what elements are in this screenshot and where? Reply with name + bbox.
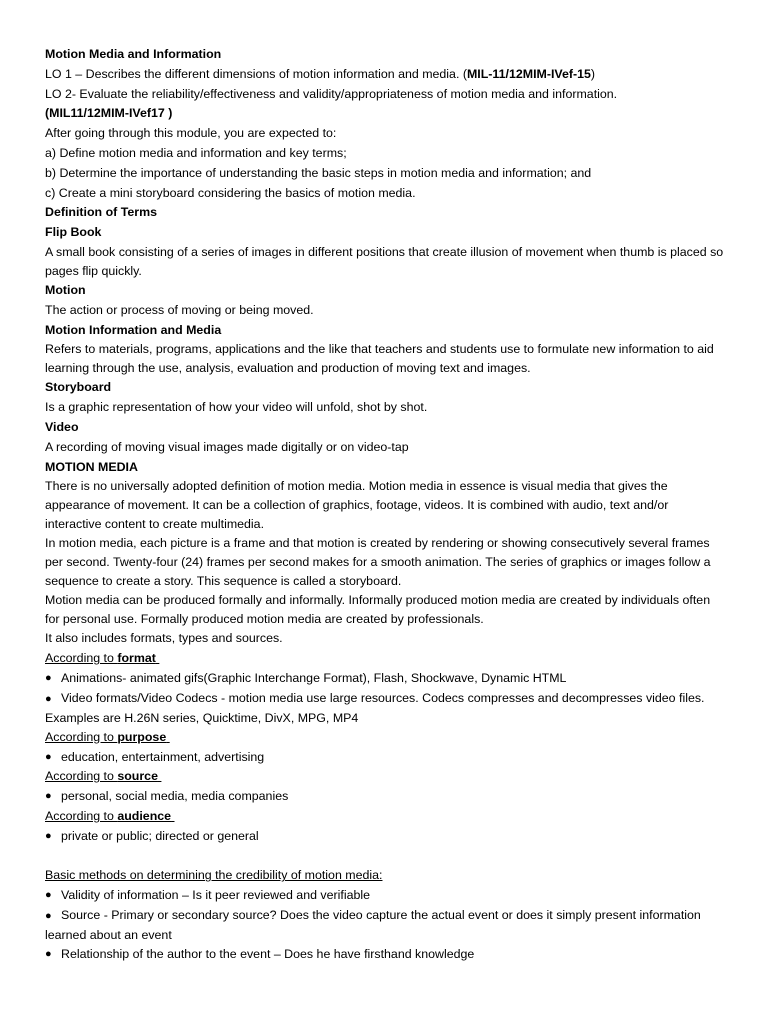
lo1-close: )	[590, 66, 596, 81]
bullet-icon: ●	[45, 947, 52, 960]
bullet-icon: ●	[45, 790, 52, 803]
definition-video: A recording of moving visual images made digitally or on video-tap	[45, 439, 409, 454]
list-item	[45, 787, 725, 807]
objective-a: a) Define motion media and information and key terms;	[45, 145, 347, 160]
according-prefix: According to	[45, 769, 118, 784]
list-item-text: Relationship of the author to the event – Does he have firsthand knowledge	[61, 946, 475, 961]
list-item	[45, 906, 725, 945]
bullet-icon: ●	[45, 692, 52, 705]
category-audience-label: audience	[117, 808, 172, 823]
category-source-label: source	[117, 769, 158, 784]
learning-objective-2-code: (MIL11/12MIM-IVef17 )	[45, 106, 173, 121]
intro-text: After going through this module, you are expected to:	[45, 126, 337, 141]
term-motion-information-media: Motion Information and Media	[45, 322, 222, 337]
definitions-heading: Definition of Terms	[45, 205, 157, 220]
objective-c: c) Create a mini storyboard considering the basics of motion media.	[45, 185, 416, 200]
lo1-code: MIL-11/12MIM-IVef-15	[466, 66, 591, 81]
bullet-icon: ●	[45, 909, 52, 922]
paragraph-frames: In motion media, each picture is a frame and that motion is created by rendering or showing consecutively several frames per second. Twenty-four (24) frames per second makes for a smooth animation. The series of graphics or images follow a sequence to create a story. This sequence is called a storyboard.	[45, 536, 711, 589]
category-purpose-label: purpose	[117, 729, 167, 744]
paragraph-production: Motion media can be produced formally and informally. Informally produced motion media are created by individuals often for personal use. Formally produced motion media are created by professionals.	[45, 593, 711, 627]
category-purpose-heading	[45, 728, 725, 748]
category-format-label: format	[117, 651, 156, 666]
blank-line	[45, 847, 725, 867]
category-audience-heading	[45, 807, 725, 827]
definition-motion-information-media: Refers to materials, programs, applications and the like that teachers and students use to formulate new information to aid learning through the use, analysis, evaluation and production of moving text and images.	[45, 342, 714, 376]
learning-objective-2: LO 2- Evaluate the reliability/effectiveness and validity/appropriateness of motion media and information.	[45, 86, 618, 101]
term-storyboard: Storyboard	[45, 380, 112, 395]
bullet-icon: ●	[45, 671, 52, 684]
list-item-text: Validity of information – Is it peer reviewed and verifiable	[61, 888, 371, 903]
category-format-heading	[45, 649, 725, 669]
term-video: Video	[45, 419, 79, 434]
category-source-heading	[45, 767, 725, 787]
definition-storyboard: Is a graphic representation of how your video will unfold, shot by shot.	[45, 400, 428, 415]
bullet-icon: ●	[45, 889, 52, 902]
paragraph-definition: There is no universally adopted definition of motion media. Motion media in essence is visual media that gives the appearance of movement. It can be a collection of graphics, footage, videos. It is combined with audio, text and/or interactive content to create multimedia.	[45, 479, 669, 532]
credibility-heading: Basic methods on determining the credibility of motion media:	[45, 868, 383, 883]
according-prefix: According to	[45, 729, 118, 744]
term-flip-book: Flip Book	[45, 225, 102, 240]
document-body	[45, 45, 725, 965]
according-prefix: According to	[45, 808, 118, 823]
paragraph-includes: It also includes formats, types and sources.	[45, 631, 283, 646]
list-item	[45, 886, 725, 906]
list-item-text: personal, social media, media companies	[61, 789, 289, 804]
list-item-text: education, entertainment, advertising	[61, 749, 265, 764]
list-item-text: Source - Primary or secondary source? Does the video capture the actual event or does it simply present information learned about an event	[45, 907, 701, 942]
list-item	[45, 827, 725, 847]
motion-media-heading: MOTION MEDIA	[45, 459, 138, 474]
bullet-icon: ●	[45, 750, 52, 763]
list-item-text: private or public; directed or general	[61, 828, 259, 843]
list-item	[45, 689, 725, 728]
list-item-text: Video formats/Video Codecs - motion media use large resources. Codecs compresses and decompresses video files. Examples are H.26N series, Quicktime, DivX, MPG, MP4	[45, 690, 705, 725]
list-item	[45, 748, 725, 768]
lo1-text: LO 1 – Describes the different dimensions of motion information and media. (	[45, 66, 467, 81]
term-motion: Motion	[45, 282, 86, 297]
list-item-text: Animations- animated gifs(Graphic Interchange Format), Flash, Shockwave, Dynamic HTML	[61, 670, 567, 685]
learning-objective-1	[45, 65, 725, 85]
according-prefix: According to	[45, 651, 118, 666]
list-item	[45, 669, 725, 689]
bullet-icon: ●	[45, 829, 52, 842]
document-title: Motion Media and Information	[45, 47, 222, 61]
definition-motion: The action or process of moving or being moved.	[45, 302, 314, 317]
list-item	[45, 945, 725, 965]
objective-b: b) Determine the importance of understanding the basic steps in motion media and information; and	[45, 165, 592, 180]
definition-flip-book: A small book consisting of a series of images in different positions that create illusion of movement when thumb is placed so pages flip quickly.	[45, 244, 724, 278]
